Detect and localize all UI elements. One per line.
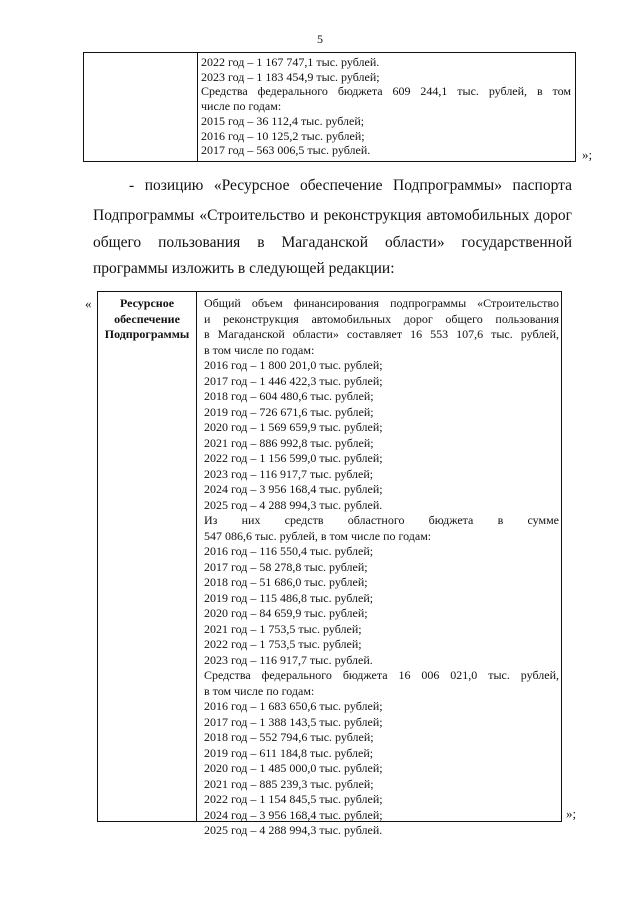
table-line: 2022 год – 1 167 747,1 тыс. рублей. — [201, 55, 380, 69]
regional-year-line: 2019 год – 115 486,8 тыс. рублей; — [204, 590, 374, 605]
federal-year-line: 2018 год – 552 794,6 тыс. рублей; — [204, 730, 374, 744]
federal-year-line: 2021 год – 885 239,3 тыс. рублей; — [204, 776, 374, 791]
federal-year-line: 2016 год – 1 683 650,6 тыс. рублей; — [204, 699, 383, 713]
intro-line: и реконструкция автомобильных дорог общего пользования — [204, 311, 559, 326]
federal-year-line: 2019 год – 611 184,8 тыс. рублей; — [204, 745, 374, 760]
row-label-line: обеспечение — [114, 311, 180, 326]
total-year-line: 2019 год – 726 671,6 тыс. рублей; — [204, 404, 374, 419]
federal-year-line: 2017 год – 1 388 143,5 тыс. рублей; — [204, 714, 383, 729]
table-column-divider — [196, 292, 197, 821]
table-content-cell — [201, 55, 571, 158]
resource-provision-table — [97, 291, 562, 837]
paragraph-line-2: Подпрограммы «Строительство и реконструкция автомобильных дорог — [93, 207, 572, 224]
federal-budget-line: Средства федерального бюджета 16 006 021,0 тыс. рублей, — [204, 668, 559, 682]
regional-year-line: 2023 год – 116 917,7 тыс. рублей. — [204, 652, 373, 667]
total-year-line: 2017 год – 1 446 422,3 тыс. рублей; — [204, 373, 383, 388]
federal-year-line: 2020 год – 1 485 000,0 тыс. рублей; — [204, 761, 383, 775]
row-label-line: Ресурсное — [119, 296, 175, 310]
row-content — [204, 296, 559, 839]
total-year-line: 2025 год – 4 288 994,3 тыс. рублей. — [204, 497, 383, 512]
paragraph-line-3: общего пользования в Магаданской области» государственной — [93, 234, 572, 251]
total-year-line: 2022 год – 1 156 599,0 тыс. рублей; — [204, 451, 383, 465]
regional-year-line: 2018 год – 51 686,0 тыс. рублей; — [204, 575, 368, 589]
intro-line: Общий объем финансирования подпрограммы «Строительство — [204, 296, 559, 310]
intro-line: в том числе по годам: — [204, 342, 315, 357]
closing-quote-mark: »; — [582, 147, 593, 162]
regional-year-line: 2021 год – 1 753,5 тыс. рублей; — [204, 621, 362, 636]
federal-year-line: 2022 год – 1 154 845,5 тыс. рублей; — [204, 792, 383, 806]
table-column-divider — [197, 53, 198, 161]
total-year-line: 2021 год – 886 992,8 тыс. рублей; — [204, 435, 374, 450]
table-line: 2023 год – 1 183 454,9 тыс. рублей; — [201, 69, 380, 84]
regional-year-line: 2020 год – 84 659,9 тыс. рублей; — [204, 606, 368, 620]
total-year-line: 2016 год – 1 800 201,0 тыс. рублей; — [204, 358, 383, 372]
page-number: 5 — [317, 32, 323, 46]
opening-quote-mark: « — [85, 296, 92, 311]
regional-budget-line: Из них средств областного бюджета в сумме — [204, 513, 559, 527]
regional-year-line: 2016 год – 116 550,4 тыс. рублей; — [204, 544, 374, 558]
federal-budget-line: в том числе по годам: — [204, 683, 315, 698]
total-year-line: 2018 год – 604 480,6 тыс. рублей; — [204, 389, 374, 403]
table-line: Средства федерального бюджета 609 244,1 тыс. рублей, в том — [201, 84, 571, 99]
regional-year-line: 2022 год – 1 753,5 тыс. рублей; — [204, 637, 362, 651]
federal-year-line: 2024 год – 3 956 168,4 тыс. рублей; — [204, 807, 383, 822]
table-line: 2016 год – 10 125,2 тыс. рублей; — [201, 128, 365, 143]
intro-line: в Магаданской области» составляет 16 553 107,6 тыс. рублей, — [204, 327, 559, 341]
regional-year-line: 2017 год – 58 278,8 тыс. рублей; — [204, 559, 368, 574]
funding-table-continuation — [83, 52, 576, 162]
table-line: числе по годам: — [201, 99, 282, 114]
closing-quote-mark: »; — [566, 806, 577, 821]
total-year-line: 2020 год – 1 569 659,9 тыс. рублей; — [204, 420, 383, 434]
total-year-line: 2024 год – 3 956 168,4 тыс. рублей; — [204, 482, 383, 496]
paragraph-line-4: программы изложить в следующей редакции: — [93, 260, 395, 277]
total-year-line: 2023 год – 116 917,7 тыс. рублей; — [204, 466, 374, 481]
table-line: 2015 год – 36 112,4 тыс. рублей; — [201, 113, 365, 128]
row-label — [98, 296, 196, 343]
federal-year-line: 2025 год – 4 288 994,3 тыс. рублей. — [204, 823, 383, 837]
table-line: 2017 год – 563 006,5 тыс. рублей. — [201, 143, 371, 158]
paragraph-line-1: - позицию «Ресурсное обеспечение Подпрограммы» паспорта — [129, 177, 572, 194]
regional-budget-line: 547 086,6 тыс. рублей, в том числе по годам: — [204, 528, 432, 543]
row-label-line: Подпрограммы — [104, 327, 190, 341]
